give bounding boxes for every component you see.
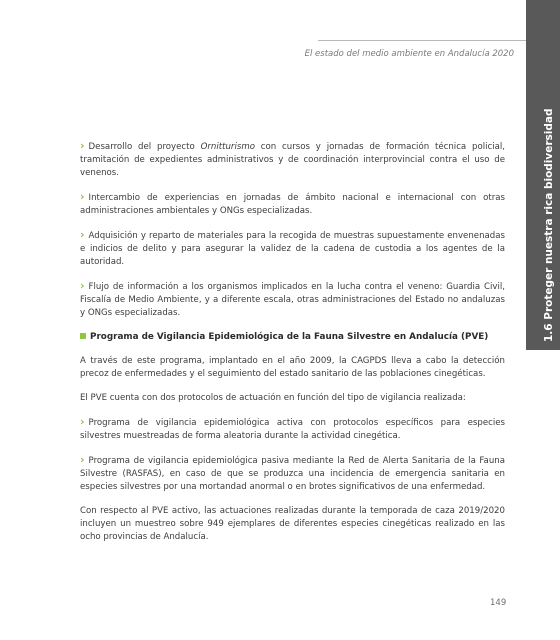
chevron-right-icon: › bbox=[80, 415, 85, 428]
chevron-right-icon: › bbox=[80, 190, 85, 203]
green-square-icon bbox=[80, 333, 86, 339]
list-item bbox=[80, 191, 505, 218]
list-item-text: Programa de vigilancia epidemiológica pasiva mediante la Red de Alerta Sanitaria de la Fauna Silvestre (RASFAS), en caso de que se produzca una incidencia de emergencia sanitaria en especies silvestres por una mortandad anormal o en brotes significativos de una enfermedad. bbox=[80, 456, 505, 492]
list-item-text-after: con cursos y jornadas de formación técnica policial, tramitación de expedientes administrativos y de coordinación interprovincial contra el uso de venenos. bbox=[80, 142, 505, 178]
chevron-right-icon: › bbox=[80, 228, 85, 241]
list-item bbox=[80, 416, 505, 443]
running-title: El estado del medio ambiente en Andalucía 2020 bbox=[304, 49, 514, 59]
chevron-right-icon: › bbox=[80, 139, 85, 152]
header-rule bbox=[318, 40, 526, 41]
list-item-text: Intercambio de experiencias en jornadas de ámbito nacional e internacional con otras administraciones ambientales y ONGs especializadas. bbox=[80, 193, 505, 216]
side-tab-label: 1.6 Proteger nuestra rica biodiversidad bbox=[543, 108, 555, 342]
section-heading-text: Programa de Vigilancia Epidemiológica de la Fauna Silvestre en Andalucía (PVE) bbox=[90, 332, 489, 342]
list-item bbox=[80, 140, 505, 180]
paragraph: El PVE cuenta con dos protocolos de actuación en función del tipo de vigilancia realizada: bbox=[80, 393, 466, 403]
chevron-right-icon: › bbox=[80, 279, 85, 292]
paragraph: Con respecto al PVE activo, las actuaciones realizadas durante la temporada de caza 2019/2020 incluyen un muestreo sobre 949 ejemplares de diferentes especies cinegéticas realizado en las ocho provincias de Andalucía. bbox=[80, 506, 505, 542]
page-number: 149 bbox=[490, 598, 507, 608]
list-item bbox=[80, 280, 505, 320]
list-item-emphasis: Ornitturismo bbox=[200, 142, 255, 152]
paragraph: A través de este programa, implantado en el año 2009, la CAGPDS lleva a cabo la detección precoz de enfermedades y el seguimiento del estado sanitario de las poblaciones cinegéticas. bbox=[80, 356, 505, 379]
chevron-right-icon: › bbox=[80, 453, 85, 466]
list-item-text: Flujo de información a los organismos implicados en la lucha contra el veneno: Guardia Civil, Fiscalía de Medio Ambiente, y a diferente escala, otras administraciones del Estado no andaluzas y ONGs especializadas. bbox=[80, 282, 505, 318]
list-item bbox=[80, 229, 505, 269]
section-heading bbox=[80, 331, 505, 344]
page-content bbox=[80, 140, 505, 555]
list-item-text: Adquisición y reparto de materiales para la recogida de muestras supuestamente envenenadas e indicios de delito y para asegurar la validez de la cadena de custodia a los agentes de la autoridad. bbox=[80, 231, 505, 267]
list-item-text: Programa de vigilancia epidemiológica activa con protocolos específicos para especies silvestres muestreadas de forma aleatoria durante la actividad cinegética. bbox=[80, 418, 505, 441]
list-item-text-before: Desarrollo del proyecto bbox=[88, 142, 201, 152]
list-item bbox=[80, 454, 505, 494]
